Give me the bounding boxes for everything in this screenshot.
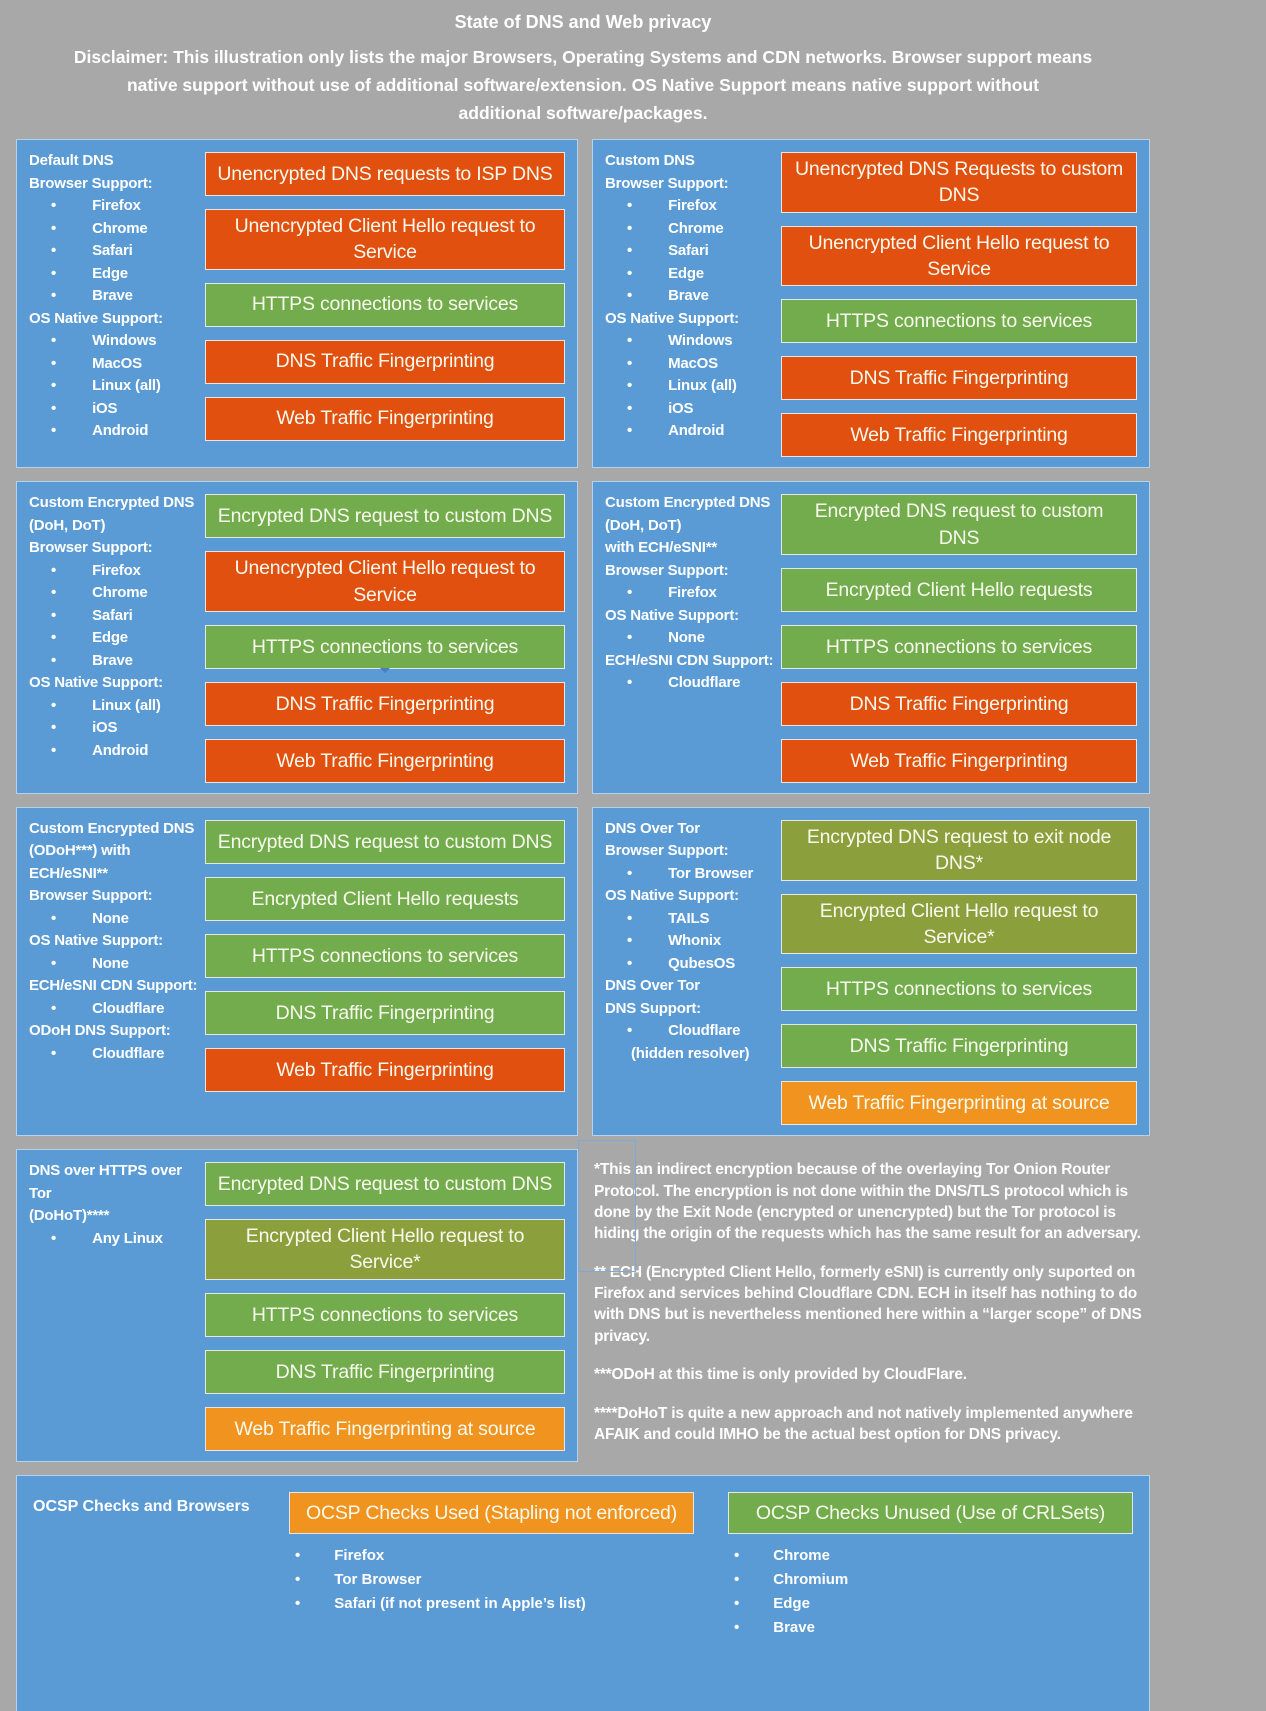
- panel-bars: [781, 150, 1137, 457]
- panel-heading: OS Native Support:: [605, 887, 739, 905]
- bullet-icon: •: [627, 377, 633, 394]
- list-item-label: Edge: [92, 629, 128, 647]
- bullet-icon: •: [627, 629, 633, 647]
- list-item: [29, 1043, 199, 1066]
- list-item-label: Any Linux: [92, 1229, 163, 1247]
- status-bar: HTTPS connections to services: [205, 625, 565, 669]
- list-item: [29, 695, 199, 718]
- status-bar: Unencrypted Client Hello request to Service: [205, 209, 565, 270]
- list-item-label: Firefox: [668, 197, 717, 214]
- list-item-label: MacOS: [92, 354, 142, 372]
- bullet-icon: •: [51, 354, 57, 372]
- list-item-label: Tor Browser: [334, 1571, 422, 1589]
- list-item-label: Safari: [668, 242, 709, 259]
- status-bar: DNS Traffic Fingerprinting: [781, 1024, 1137, 1068]
- status-bar: Unencrypted DNS Requests to custom DNS: [781, 152, 1137, 213]
- panel-heading: DNS Over Tor: [605, 819, 700, 837]
- bullet-icon: •: [734, 1595, 740, 1613]
- panel-ocsp-checks: [16, 1475, 1150, 1711]
- list-item: [605, 240, 775, 263]
- panel-heading: Custom DNS: [605, 152, 695, 169]
- list-item: [29, 582, 199, 605]
- bullet-icon: •: [51, 999, 57, 1017]
- panel-heading: Browser Support:: [29, 174, 153, 192]
- panel-heading: OS Native Support:: [605, 309, 739, 327]
- list-item-label: iOS: [668, 399, 694, 417]
- status-bar: Web Traffic Fingerprinting: [781, 413, 1137, 457]
- list-item: [605, 863, 775, 886]
- list-item-label: TAILS: [668, 909, 710, 927]
- status-bar: HTTPS connections to services: [781, 967, 1137, 1011]
- list-item: [29, 717, 199, 740]
- page-header: [16, 12, 1150, 127]
- list-item: [29, 353, 199, 376]
- bullet-icon: •: [627, 864, 633, 882]
- list-item-label: Cloudflare: [92, 999, 165, 1017]
- list-item: [605, 953, 775, 976]
- panel-dns-over-tor: [592, 807, 1150, 1136]
- list-item-label: Safari: [92, 242, 133, 259]
- content-grid: [16, 139, 1150, 1711]
- list-item-label: Brave: [92, 651, 133, 669]
- panel-info: [605, 492, 775, 783]
- bullet-icon: •: [627, 399, 633, 417]
- list-item-label: Chrome: [92, 584, 148, 602]
- list-item: [605, 627, 775, 650]
- bullet-icon: •: [627, 332, 633, 349]
- list-item: [29, 998, 199, 1021]
- panel-bars: [205, 492, 565, 783]
- panel-bars: [205, 818, 565, 1125]
- bullet-icon: •: [51, 561, 57, 579]
- footnotes: [592, 1149, 1150, 1462]
- list-item-label: Brave: [773, 1619, 815, 1637]
- panel-heading: (DoHoT)****: [29, 1207, 110, 1225]
- list-item: [605, 375, 775, 398]
- list-item-label: Linux (all): [92, 377, 161, 394]
- status-bar: Web Traffic Fingerprinting at source: [781, 1081, 1137, 1125]
- status-bar: HTTPS connections to services: [781, 299, 1137, 343]
- status-bar: Encrypted Client Hello requests: [205, 877, 565, 921]
- panel-heading: Default DNS: [29, 152, 114, 169]
- list-item: [29, 908, 199, 931]
- bullet-icon: •: [627, 219, 633, 237]
- bullet-icon: •: [51, 242, 57, 259]
- footnote: ****DoHoT is quite a new approach and not natively implemented anywhere AFAIK and could IMHO be the actual best option for DNS privacy.: [594, 1404, 1133, 1443]
- list-item-label: Edge: [92, 264, 128, 282]
- status-bar: Encrypted DNS request to custom DNS: [781, 494, 1137, 555]
- list-item: [605, 672, 775, 695]
- bullet-icon: •: [51, 422, 57, 439]
- list-item-label: Chrome: [668, 219, 724, 237]
- list-item: [605, 582, 775, 605]
- panel-heading: with ECH/eSNI**: [605, 539, 718, 557]
- disclaimer: [16, 43, 1150, 127]
- list-item: [29, 398, 199, 421]
- list-item: [29, 627, 199, 650]
- list-item-label: Chrome: [773, 1547, 830, 1565]
- list-item-label: Firefox: [92, 561, 141, 579]
- list-item: [29, 195, 199, 218]
- footnote: ** ECH (Encrypted Client Hello, formerly eSNI) is currently only suported on Firefox and services behind Cloudflare CDN. ECH in itself has nothing to do with DNS but is nevertheless mentioned here within a “larger scope” of DNS privacy.: [594, 1263, 1142, 1345]
- bullet-icon: •: [295, 1547, 301, 1565]
- page-title: State of DNS and Web privacy: [454, 12, 712, 32]
- ocsp-items: [728, 1544, 1133, 1640]
- footnote: *This an indirect encryption because of the overlaying Tor Onion Router Protocol. The encryption is not done within the DNS/TLS protocol which is done by the Exit Node (encrypted or unencrypted) but the Tor protocol is hiding the origin of the requests which has the same result for an adversary.: [594, 1161, 1141, 1243]
- list-item-label: Windows: [92, 332, 157, 349]
- panel-info: [605, 150, 775, 457]
- bullet-icon: •: [51, 606, 57, 624]
- panel-info: [29, 818, 199, 1125]
- list-item: [605, 398, 775, 421]
- status-bar: Unencrypted Client Hello request to Service: [781, 226, 1137, 287]
- disclaimer-line: additional software/packages.: [458, 103, 708, 123]
- panel-info: [29, 492, 199, 783]
- list-item-label: Edge: [668, 264, 704, 282]
- list-item: [29, 740, 199, 763]
- list-item-label: Chrome: [92, 219, 148, 237]
- list-item: [29, 240, 199, 263]
- list-item: [29, 375, 199, 398]
- bullet-icon: •: [295, 1595, 301, 1613]
- list-item-label: Cloudflare: [668, 1022, 741, 1040]
- panel-heading: Browser Support:: [605, 174, 729, 192]
- list-item: [728, 1616, 1133, 1640]
- status-bar: Encrypted Client Hello request to Service*: [781, 894, 1137, 955]
- panel-heading: Custom Encrypted DNS: [605, 494, 771, 512]
- status-bar: Web Traffic Fingerprinting: [205, 397, 565, 441]
- status-bar: DNS Traffic Fingerprinting: [205, 1350, 565, 1394]
- list-item-label: Linux (all): [668, 377, 737, 394]
- bullet-icon: •: [627, 674, 633, 692]
- list-item-label: Linux (all): [92, 696, 161, 714]
- list-item-label: MacOS: [668, 354, 718, 372]
- list-item-label: Cloudflare: [92, 1044, 165, 1062]
- list-item: [29, 330, 199, 353]
- bullet-icon: •: [51, 377, 57, 394]
- list-item: [728, 1544, 1133, 1568]
- bullet-icon: •: [51, 584, 57, 602]
- bullet-icon: •: [51, 287, 57, 304]
- status-bar: Web Traffic Fingerprinting: [205, 739, 565, 783]
- disclaimer-line: Disclaimer: This illustration only lists the major Browsers, Operating Systems and CDN networks. Browser support means: [73, 47, 1093, 67]
- bullet-icon: •: [51, 219, 57, 237]
- list-item: [29, 263, 199, 286]
- status-bar: Unencrypted DNS requests to ISP DNS: [205, 152, 565, 196]
- list-item: [605, 908, 775, 931]
- bullet-icon: •: [51, 399, 57, 417]
- status-bar: HTTPS connections to services: [205, 934, 565, 978]
- bullet-icon: •: [734, 1547, 740, 1565]
- bullet-icon: •: [627, 422, 633, 439]
- panel-heading: OCSP Checks and Browsers: [33, 1498, 250, 1516]
- list-item: [605, 1020, 775, 1043]
- bullet-icon: •: [51, 651, 57, 669]
- ocsp-groups: [289, 1492, 1133, 1640]
- panel-heading: (hidden resolver): [631, 1044, 750, 1062]
- list-item-label: None: [668, 629, 705, 647]
- bullet-icon: •: [51, 719, 57, 737]
- bullet-icon: •: [627, 954, 633, 972]
- ocsp-items: [289, 1544, 694, 1616]
- panel-heading: ECH/eSNI CDN Support:: [29, 977, 198, 995]
- list-item: [605, 420, 775, 443]
- panel-heading: OS Native Support:: [29, 674, 163, 692]
- bullet-icon: •: [51, 629, 57, 647]
- panel-custom-encrypted-dns-doh-dot-ech: [592, 481, 1150, 794]
- list-item: [728, 1568, 1133, 1592]
- panel-heading: Custom Encrypted DNS: [29, 819, 195, 837]
- panel-heading: (DoH, DoT): [29, 516, 106, 534]
- list-item-label: None: [92, 954, 129, 972]
- bullet-icon: •: [627, 932, 633, 950]
- bullet-icon: •: [51, 954, 57, 972]
- panel-heading: OS Native Support:: [605, 606, 739, 624]
- panel-heading: DNS over HTTPS over Tor: [29, 1162, 182, 1202]
- bullet-icon: •: [51, 741, 57, 759]
- panel-info: [29, 150, 199, 457]
- panel-custom-dns: [592, 139, 1150, 468]
- list-item-label: Chromium: [773, 1571, 849, 1589]
- bullet-icon: •: [51, 264, 57, 282]
- panel-heading: Custom Encrypted DNS: [29, 494, 195, 512]
- panel-heading: ODoH DNS Support:: [29, 1022, 171, 1040]
- footnote: ***ODoH at this time is only provided by CloudFlare.: [594, 1366, 967, 1384]
- bullet-icon: •: [627, 1022, 633, 1040]
- status-bar: Web Traffic Fingerprinting: [205, 1048, 565, 1092]
- list-item: [728, 1592, 1133, 1616]
- panel-heading: (ODoH***) with: [29, 842, 131, 860]
- panel-heading: OS Native Support:: [29, 932, 163, 950]
- list-item-label: QubesOS: [668, 954, 736, 972]
- callout-line: [578, 1140, 636, 1272]
- disclaimer-line: native support without use of additional software/extension. OS Native Support means native support without: [126, 75, 1040, 95]
- list-item-label: Tor Browser: [668, 864, 754, 882]
- bullet-icon: •: [51, 1044, 57, 1062]
- bullet-icon: •: [51, 197, 57, 214]
- status-bar: Web Traffic Fingerprinting at source: [205, 1407, 565, 1451]
- list-item: [29, 1228, 199, 1251]
- list-item: [29, 560, 199, 583]
- status-bar: HTTPS connections to services: [781, 625, 1137, 669]
- list-item: [29, 953, 199, 976]
- list-item-label: Firefox: [334, 1547, 385, 1565]
- bullet-icon: •: [627, 197, 633, 214]
- panel-heading: DNS Over Tor: [605, 977, 700, 995]
- status-bar: Encrypted DNS request to custom DNS: [205, 820, 565, 864]
- panel-bars: [205, 150, 565, 457]
- status-bar: Unencrypted Client Hello request to Service: [205, 551, 565, 612]
- panel-info: [605, 818, 775, 1125]
- list-item-label: iOS: [92, 719, 118, 737]
- status-bar: HTTPS connections to services: [205, 1293, 565, 1337]
- list-item: [29, 650, 199, 673]
- list-item: [29, 285, 199, 308]
- list-item-label: Android: [92, 741, 149, 759]
- status-bar: DNS Traffic Fingerprinting: [205, 682, 565, 726]
- status-bar: Encrypted DNS request to custom DNS: [205, 1162, 565, 1206]
- bullet-icon: •: [627, 909, 633, 927]
- list-item: [605, 353, 775, 376]
- status-bar: DNS Traffic Fingerprinting: [205, 991, 565, 1035]
- panel-dns-over-https-over-tor: [16, 1149, 578, 1462]
- status-bar: DNS Traffic Fingerprinting: [781, 356, 1137, 400]
- status-bar: Web Traffic Fingerprinting: [781, 739, 1137, 783]
- bullet-icon: •: [627, 242, 633, 259]
- list-item-label: Windows: [668, 332, 733, 349]
- panel-heading: Browser Support:: [605, 842, 729, 860]
- bullet-icon: •: [627, 264, 633, 282]
- status-bar: OCSP Checks Unused (Use of CRLSets): [728, 1492, 1133, 1534]
- list-item: [289, 1592, 694, 1616]
- list-item-label: Cloudflare: [668, 674, 741, 692]
- list-item-label: iOS: [92, 399, 118, 417]
- list-item: [29, 605, 199, 628]
- list-item-label: None: [92, 909, 129, 927]
- bullet-icon: •: [734, 1571, 740, 1589]
- list-item: [29, 420, 199, 443]
- bullet-icon: •: [51, 909, 57, 927]
- panel-heading: Browser Support:: [29, 539, 153, 557]
- list-item-label: Edge: [773, 1595, 810, 1613]
- panel-heading: Browser Support:: [605, 561, 729, 579]
- bullet-icon: •: [51, 696, 57, 714]
- bullet-icon: •: [51, 1229, 57, 1247]
- bullet-icon: •: [627, 584, 633, 602]
- list-item-label: Android: [668, 422, 725, 439]
- list-item: [605, 195, 775, 218]
- panel-heading: ECH/eSNI**: [29, 864, 108, 882]
- list-item-label: Whonix: [668, 932, 722, 950]
- bullet-icon: •: [627, 354, 633, 372]
- list-item-label: Firefox: [668, 584, 717, 602]
- panel-default-dns: [16, 139, 578, 468]
- status-bar: Encrypted Client Hello request to Service*: [205, 1219, 565, 1280]
- list-item-label: Firefox: [92, 197, 141, 214]
- bullet-icon: •: [734, 1619, 740, 1637]
- panel-heading: Browser Support:: [29, 887, 153, 905]
- status-bar: OCSP Checks Used (Stapling not enforced): [289, 1492, 694, 1534]
- bullet-icon: •: [627, 287, 633, 304]
- panel-heading: DNS Support:: [605, 999, 701, 1017]
- list-item: [605, 285, 775, 308]
- list-item: [29, 218, 199, 241]
- panel-heading: OS Native Support:: [29, 309, 163, 327]
- list-item-label: Safari (if not present in Apple’s list): [334, 1595, 586, 1613]
- panel-custom-encrypted-dns-odoh: [16, 807, 578, 1136]
- bullet-icon: •: [51, 332, 57, 349]
- list-item-label: Brave: [92, 287, 133, 304]
- panel-bars: [781, 818, 1137, 1125]
- list-item-label: Brave: [668, 287, 709, 304]
- list-item: [605, 930, 775, 953]
- list-item: [605, 263, 775, 286]
- ocsp-group: [728, 1492, 1133, 1640]
- panel-heading: (DoH, DoT): [605, 516, 682, 534]
- panel-bars: [781, 492, 1137, 783]
- list-item: [605, 218, 775, 241]
- list-item-label: Safari: [92, 606, 133, 624]
- ocsp-group: [289, 1492, 694, 1640]
- list-item: [289, 1544, 694, 1568]
- status-bar: HTTPS connections to services: [205, 283, 565, 327]
- list-item: [605, 330, 775, 353]
- bullet-icon: •: [295, 1571, 301, 1589]
- status-bar: DNS Traffic Fingerprinting: [205, 340, 565, 384]
- list-item-label: Android: [92, 422, 149, 439]
- panel-info: [29, 1160, 199, 1451]
- panel-heading: ECH/eSNI CDN Support:: [605, 651, 774, 669]
- status-bar: Encrypted Client Hello requests: [781, 568, 1137, 612]
- panel-custom-encrypted-dns-doh-dot: [16, 481, 578, 794]
- panel-bars: [205, 1160, 565, 1451]
- status-bar: DNS Traffic Fingerprinting: [781, 682, 1137, 726]
- status-bar: Encrypted DNS request to custom DNS: [205, 494, 565, 538]
- list-item: [289, 1568, 694, 1592]
- status-bar: Encrypted DNS request to exit node DNS*: [781, 820, 1137, 881]
